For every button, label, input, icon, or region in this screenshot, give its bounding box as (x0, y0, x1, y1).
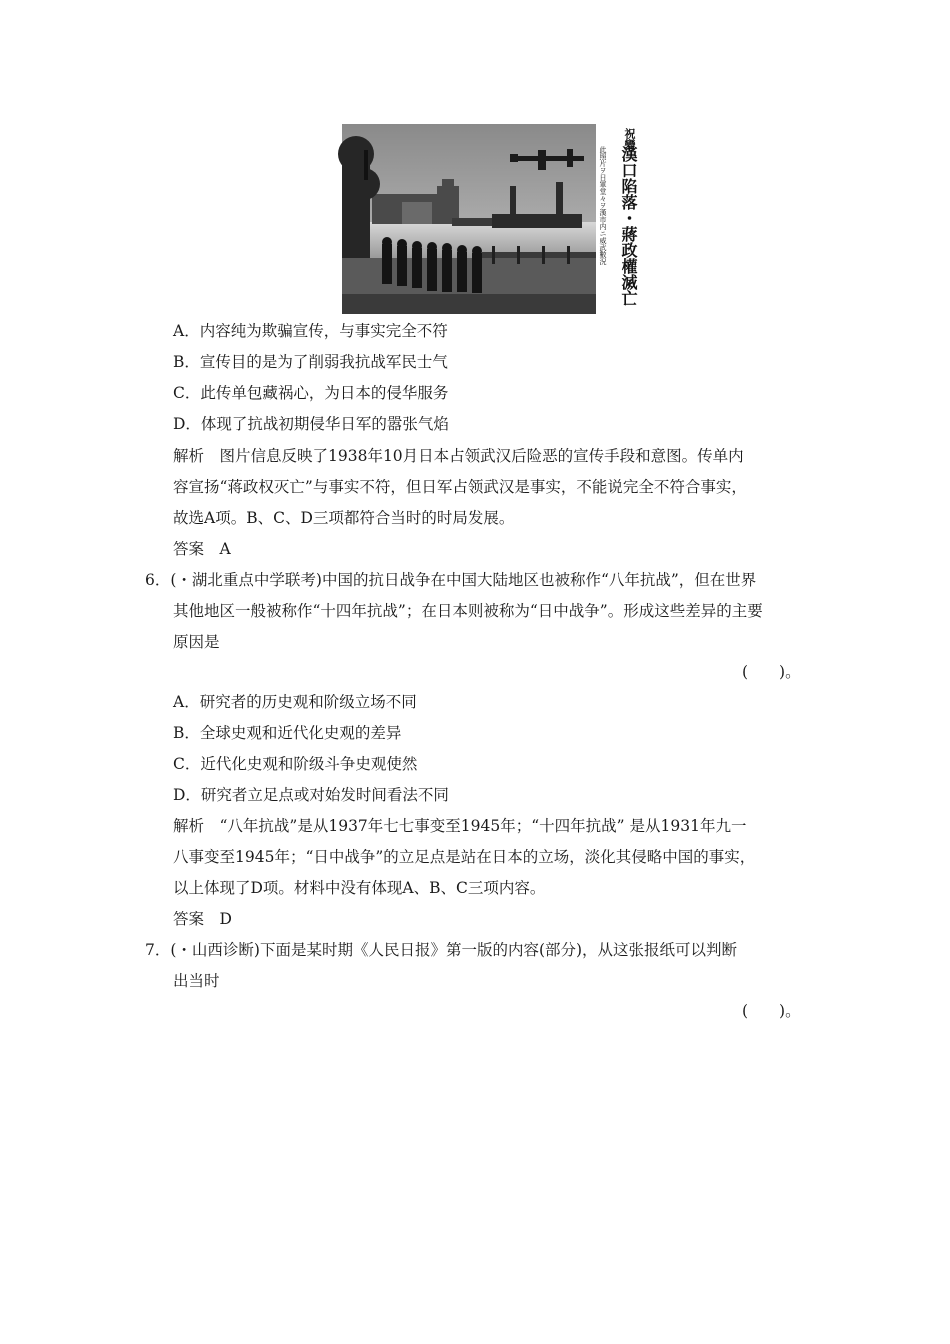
caption-note: 此照片ヲ日軍堂々ヲ漢市内ニ威武數況 (599, 146, 607, 265)
q5-option-b: B．宣传目的是为了削弱我抗战军民士气 (173, 353, 448, 371)
caption-headline: 漢口陷落・蔣政權滅亡 (619, 146, 638, 306)
q6-answer: 答案 D (173, 910, 232, 928)
q6-stem-line-3: 原因是 (173, 633, 220, 651)
q6-option-a: A．研究者的历史观和阶级立场不同 (173, 693, 417, 711)
q7-answer-blank: ( )。 (742, 1002, 801, 1020)
q6-analysis-line-3: 以上体现了D项。材料中没有体现A、B、C三项内容。 (173, 879, 546, 897)
q5-answer: 答案 A (173, 540, 231, 558)
q6-stem-line-1: 6．(・湖北重点中学联考)中国的抗日战争在中国大陆地区也被称作“八年抗战”，但在世界 (145, 571, 757, 589)
q5-option-d: D．体现了抗战初期侵华日军的嚣张气焰 (173, 415, 449, 433)
caption-small: 祝變 (623, 128, 636, 150)
q6-stem-line-2: 其他地区一般被称作“十四年抗战”；在日本则被称为“日中战争”。形成这些差异的主要 (173, 602, 763, 620)
leaflet-caption (598, 124, 636, 314)
q6-analysis-line-2: 八事变至1945年；“日中战争”的立足点是站在日本的立场，淡化其侵略中国的事实， (173, 848, 756, 866)
leaflet-photo-drawing (342, 124, 596, 314)
q5-analysis-line-3: 故选A项。B、C、D三项都符合当时的时局发展。 (173, 509, 515, 527)
q5-option-c: C．此传单包藏祸心，为日本的侵华服务 (173, 384, 449, 402)
q6-option-d: D．研究者立足点或对始发时间看法不同 (173, 786, 449, 804)
q7-stem-line-2: 出当时 (173, 972, 220, 990)
q5-analysis-line-1: 解析 图片信息反映了1938年10月日本占领武汉后险恶的宣传手段和意图。传单内 (173, 447, 744, 465)
q7-stem-line-1: 7．(・山西诊断)下面是某时期《人民日报》第一版的内容(部分)，从这张报纸可以判断 (145, 941, 738, 959)
q6-answer-blank: ( )。 (742, 663, 801, 681)
q6-option-b: B．全球史观和近代化史观的差异 (173, 724, 402, 742)
q5-option-a: A．内容纯为欺骗宣传，与事实完全不符 (173, 322, 448, 340)
q6-analysis-line-1: 解析 “八年抗战”是从1937年七七事变至1945年；“十四年抗战” 是从1931年九一 (173, 817, 747, 835)
leaflet-photo (342, 124, 596, 314)
q5-analysis-line-2: 容宣扬“蒋政权灭亡”与事实不符，但日军占领武汉是事实，不能说完全不符合事实， (173, 478, 747, 496)
q6-option-c: C．近代化史观和阶级斗争史观使然 (173, 755, 418, 773)
